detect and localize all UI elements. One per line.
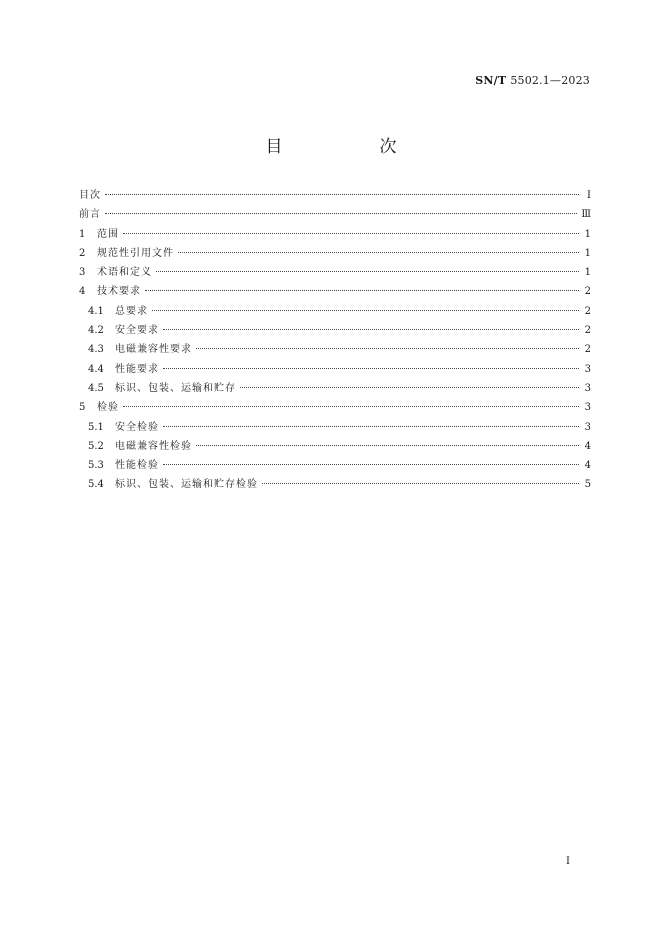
toc-dot-leader xyxy=(240,387,579,388)
toc-entry-label: 标识、包装、运输和贮存检验 xyxy=(115,479,258,491)
toc-entry-number: 4.5 xyxy=(88,382,104,394)
toc-entry-number: 3 xyxy=(79,267,86,279)
toc-entry-page: 1 xyxy=(584,247,591,259)
toc-entry-page: 1 xyxy=(584,267,591,279)
toc-dot-leader xyxy=(163,329,579,330)
toc-entry-label: 安全检验 xyxy=(115,421,159,433)
toc-entry-label: 标识、包装、运输和贮存 xyxy=(115,382,236,394)
toc-entry-label: 电磁兼容性要求 xyxy=(115,344,192,356)
toc-entry-page: 3 xyxy=(584,363,591,375)
toc-entry-number: 5 xyxy=(79,402,86,414)
toc-dot-leader xyxy=(178,252,579,253)
toc-entry-page: 3 xyxy=(584,382,591,394)
toc-entry-page: 2 xyxy=(584,305,591,317)
toc-entry-5-1[interactable] xyxy=(79,418,591,437)
toc-entry-label: 电磁兼容性检验 xyxy=(115,440,192,452)
toc-entry-label: 安全要求 xyxy=(115,325,159,337)
document-code-prefix: SN/T xyxy=(475,74,507,87)
document-code-number: 5502.1—2023 xyxy=(510,74,590,87)
toc-dot-leader xyxy=(196,445,579,446)
toc-entry-5[interactable] xyxy=(79,398,591,417)
document-code xyxy=(475,74,590,87)
toc-entry-number: 5.1 xyxy=(88,421,104,433)
toc-entry-page: 2 xyxy=(584,344,591,356)
toc-entry-page: 3 xyxy=(584,421,591,433)
toc-entry-number: 4.2 xyxy=(88,325,104,337)
toc-dot-leader xyxy=(123,406,579,407)
toc-entry-page: 1 xyxy=(584,228,591,240)
toc-entry-label: 规范性引用文件 xyxy=(97,247,174,259)
toc-entry-number: 5.4 xyxy=(88,479,104,491)
toc-dot-leader xyxy=(163,464,579,465)
toc-entry-label: 前言 xyxy=(79,209,101,221)
toc-entry-label: 技术要求 xyxy=(97,286,141,298)
toc-entry-foreword[interactable] xyxy=(79,205,591,224)
toc-entry-page: Ⅲ xyxy=(581,209,591,221)
page-title: 目 次 xyxy=(265,137,437,157)
toc-dot-leader xyxy=(163,368,579,369)
toc-entry-number: 4 xyxy=(79,286,86,298)
toc-entry-number: 4.1 xyxy=(88,305,104,317)
toc-entry-4-4[interactable] xyxy=(79,360,591,379)
toc-entry-number: 4.4 xyxy=(88,363,104,375)
toc-entry-label: 性能检验 xyxy=(115,460,159,472)
toc-entry-page: 5 xyxy=(584,479,591,491)
toc-entry-label: 术语和定义 xyxy=(97,267,152,279)
toc-entry-4-3[interactable] xyxy=(79,340,591,359)
toc-entry-page: 2 xyxy=(584,325,591,337)
toc-entry-page: 3 xyxy=(584,402,591,414)
toc-entry-5-4[interactable] xyxy=(79,475,591,494)
toc-dot-leader xyxy=(123,233,579,234)
toc-entry-number: 1 xyxy=(79,228,86,240)
toc-dot-leader xyxy=(262,483,579,484)
toc-entry-4-1[interactable] xyxy=(79,302,591,321)
toc-entry-page: 4 xyxy=(584,460,591,472)
toc-entry-contents[interactable] xyxy=(79,186,591,205)
toc-entry-page: 2 xyxy=(584,286,591,298)
toc-entry-page: 4 xyxy=(584,440,591,452)
toc-dot-leader xyxy=(163,426,579,427)
footer-page-number: Ⅰ xyxy=(566,856,570,867)
toc-entry-label: 目次 xyxy=(79,190,101,201)
toc-entry-3[interactable] xyxy=(79,263,591,282)
toc-entry-4[interactable] xyxy=(79,282,591,301)
toc-dot-leader xyxy=(196,348,579,349)
toc-entry-label: 性能要求 xyxy=(115,363,159,375)
toc-entry-label: 范围 xyxy=(97,228,119,240)
toc-dot-leader xyxy=(156,271,579,272)
toc-entry-number: 5.3 xyxy=(88,460,104,472)
toc-dot-leader xyxy=(105,213,577,214)
toc-entry-page: Ⅰ xyxy=(587,190,591,201)
table-of-contents xyxy=(79,186,591,495)
toc-dot-leader xyxy=(145,290,579,291)
toc-entry-label: 总要求 xyxy=(115,305,148,317)
toc-dot-leader xyxy=(105,194,579,195)
toc-entry-number: 2 xyxy=(79,247,86,259)
toc-entry-4-2[interactable] xyxy=(79,321,591,340)
toc-entry-2[interactable] xyxy=(79,244,591,263)
toc-entry-1[interactable] xyxy=(79,225,591,244)
toc-entry-4-5[interactable] xyxy=(79,379,591,398)
toc-dot-leader xyxy=(152,310,579,311)
toc-entry-5-2[interactable] xyxy=(79,437,591,456)
toc-entry-5-3[interactable] xyxy=(79,456,591,475)
toc-entry-number: 4.3 xyxy=(88,344,104,356)
toc-entry-number: 5.2 xyxy=(88,440,104,452)
toc-entry-label: 检验 xyxy=(97,402,119,414)
